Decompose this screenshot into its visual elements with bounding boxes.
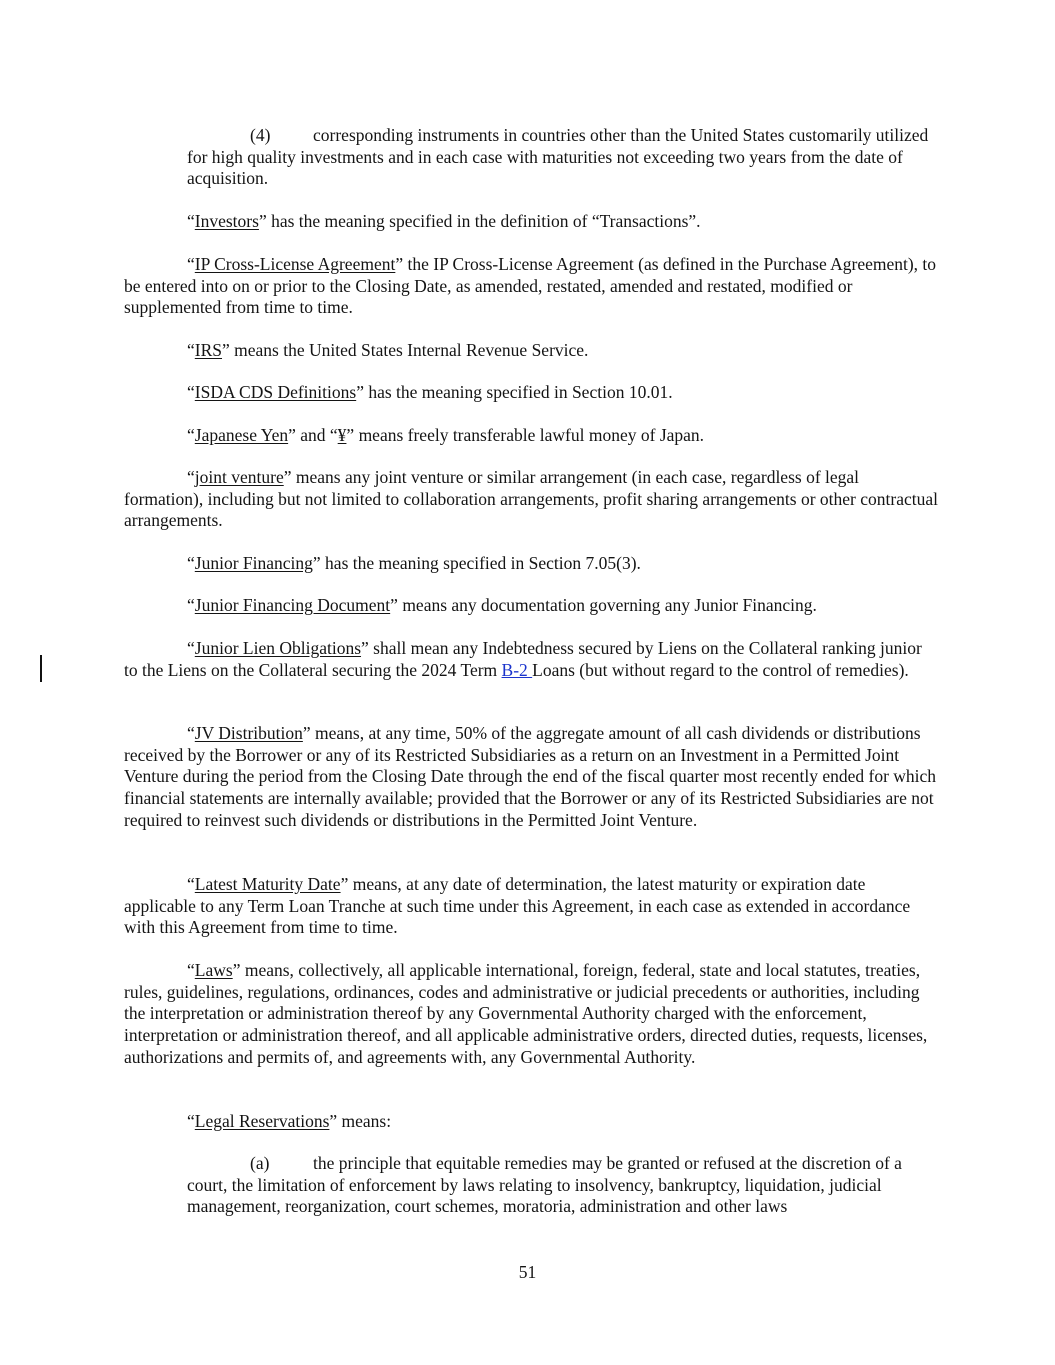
term-japanese-yen: Japanese Yen (194, 425, 289, 445)
definition-ip-cross-license: “IP Cross-License Agreement” the IP Cross-License Agreement (as defined in the Purchase Agreement), to be entered into on or prior to the Closing Date, as amended, restated, amended and restated, modified or supplemented from time to time. (124, 254, 937, 318)
definition-junior-financing: “Junior Financing” has the meaning specified in Section 7.05(3). (187, 553, 641, 573)
clause-a-label: (a) (250, 1153, 270, 1173)
definition-jv-distribution: “JV Distribution” means, at any time, 50% of the aggregate amount of all cash dividends or distributions received by the Borrower or any of its Restricted Subsidiaries as a return on an Investment in a Permitted Joint Venture during the period from the Closing Date through the end of the fiscal quarter most recently ended for which financial statements are internally available; provided that the Borrower or any of its Restricted Subsidiaries are not required to reinvest such dividends or distributions in the Permitted Joint Venture. (124, 723, 937, 830)
term-yen-symbol: ¥ (337, 425, 347, 445)
clause-4-label: (4) (250, 125, 271, 145)
definition-isda: “ISDA CDS Definitions” has the meaning specified in Section 10.01. (187, 382, 673, 402)
term-junior-financing-document: Junior Financing Document (194, 595, 391, 615)
definition-latest-maturity-date: “Latest Maturity Date” means, at any date of determination, the latest maturity or expiration date applicable to any Term Loan Tranche at such time under this Agreement, in each case as extended in accordance with this Agreement from time to time. (124, 874, 911, 938)
definition-legal-reservations: “Legal Reservations” means: (187, 1111, 392, 1131)
term-junior-lien-obligations: Junior Lien Obligations (194, 638, 362, 658)
definition-junior-lien-obligations: “Junior Lien Obligations” shall mean any Indebtedness secured by Liens on the Collateral ranking junior to the Liens on the Collateral securing the 2024 Term B-2 Loans (but without regard to the control of remedies). (124, 638, 922, 680)
definition-joint-venture: “joint venture” means any joint venture or similar arrangement (in each case, regardless of legal formation), including but not limited to collaboration arrangements, profit sharing arrangements or other contractual arrangements. (124, 467, 938, 531)
clause-4 (187, 125, 939, 190)
term-jv-distribution: JV Distribution (194, 723, 303, 743)
clause-4-text: corresponding instruments in countries other than the United States customarily utilized for high quality investments and in each case with maturities not exceeding two years from the date of acquisition. (187, 125, 929, 189)
page-number: 51 (518, 1262, 537, 1282)
definition-irs: “IRS” means the United States Internal Revenue Service. (187, 340, 589, 360)
term-ip-cross-license: IP Cross-License Agreement (194, 254, 396, 274)
clause-a (187, 1153, 939, 1218)
term-irs: IRS (194, 340, 223, 360)
b2-link[interactable]: B-2 (501, 659, 533, 680)
clause-a-text: the principle that equitable remedies may be granted or refused at the discretion of a court, the limitation of enforcement by laws relating to insolvency, bankruptcy, liquidation, judicial management, reorganization, court schemes, moratoria, administration and other laws (187, 1153, 902, 1217)
term-joint-venture: joint venture (194, 467, 284, 487)
term-isda: ISDA CDS Definitions (194, 382, 357, 402)
term-laws: Laws (194, 960, 233, 980)
definition-laws: “Laws” means, collectively, all applicable international, foreign, federal, state and local statutes, treaties, rules, guidelines, regulations, ordinances, codes and administrative or judicial precedents or authorities, including the interpretation or administration thereof by any Governmental Authority charged with the enforcement, interpretation or administration thereof, and all applicable administrative orders, directed duties, requests, licenses, authorizations and permits of, and agreements with, any Governmental Authority. (124, 960, 928, 1067)
definition-japanese-yen: “Japanese Yen” and “¥” means freely transferable lawful money of Japan. (187, 425, 705, 445)
change-bar (40, 655, 42, 682)
definition-junior-financing-document: “Junior Financing Document” means any documentation governing any Junior Financing. (187, 595, 817, 615)
term-investors: Investors (194, 211, 259, 231)
definition-investors: “Investors” has the meaning specified in the definition of “Transactions”. (187, 211, 701, 231)
term-latest-maturity-date: Latest Maturity Date (194, 874, 341, 894)
term-junior-financing: Junior Financing (194, 553, 313, 573)
term-legal-reservations: Legal Reservations (194, 1111, 330, 1131)
